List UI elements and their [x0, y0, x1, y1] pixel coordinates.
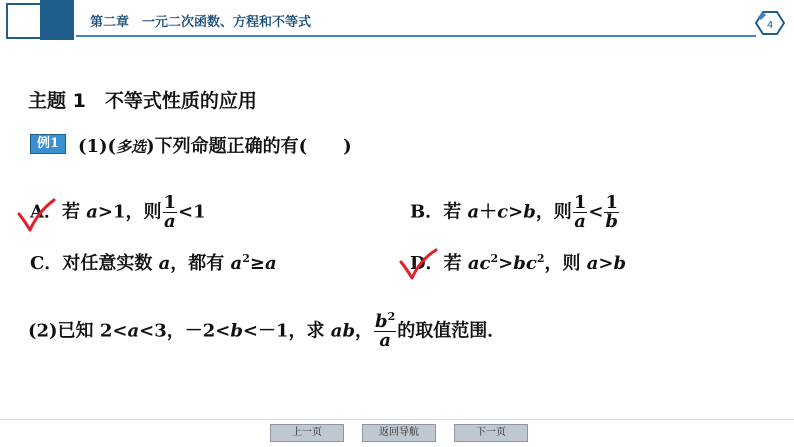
option-c: C．对任意实数 a，都有 $a^2\ge a$ — [30, 252, 277, 274]
check-mark-icon — [398, 248, 438, 284]
fraction: $\frac{1}{b}$ — [605, 192, 618, 232]
fraction: $\frac{1}{a}$ — [163, 192, 177, 232]
prev-page-button[interactable]: 上一页 — [270, 424, 344, 442]
question-1: (1)(多选)下列命题正确的有( ) — [78, 136, 352, 157]
footer-divider — [0, 419, 794, 420]
next-page-button[interactable]: 下一页 — [454, 424, 528, 442]
page-number: 4 — [766, 20, 774, 31]
option-b: B．若 a＋c>b，则 $\frac{1}{a}$ < $\frac{1}{b}$ — [410, 192, 618, 232]
header-logo-block — [40, 0, 74, 40]
option-d: D．若 $ac^2>bc^2$，则 a>b — [410, 252, 627, 274]
header-logo-frame — [6, 3, 42, 39]
question-2: (2)已知 2<a<3，－2<b<－1，求 ab， $\frac{b^2}{a}$ 的取值范围． — [28, 310, 506, 351]
fraction: $\frac{b^2}{a}$ — [375, 310, 396, 351]
back-to-nav-button[interactable]: 返回导航 — [362, 424, 436, 442]
option-a: A．若 a>1，则 $\frac{1}{a}$ <1 — [30, 192, 206, 232]
example-badge: 例1 — [30, 134, 66, 154]
topic-heading: 主题 1 不等式性质的应用 — [28, 90, 257, 112]
check-mark-icon — [16, 198, 56, 234]
page-number-hexagon-icon — [754, 8, 786, 38]
fraction: $\frac{1}{a}$ — [573, 192, 587, 232]
multi-choice-tag: 多选 — [116, 138, 147, 156]
chapter-title: 第二章 一元二次函数、方程和不等式 — [90, 15, 312, 30]
header-rule — [76, 35, 756, 37]
